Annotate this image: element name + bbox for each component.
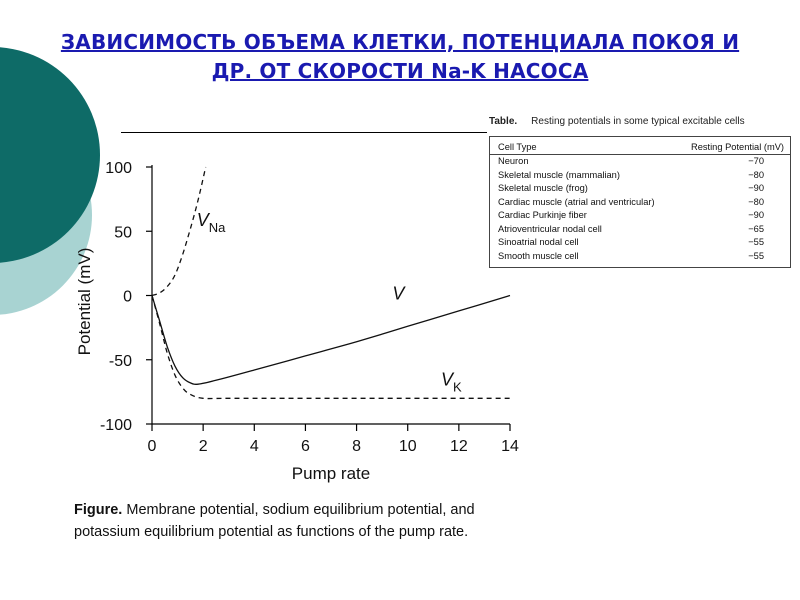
y-tick-label: 100 bbox=[105, 160, 132, 177]
table-row bbox=[490, 209, 790, 223]
y-tick-label: -100 bbox=[99, 417, 132, 434]
page-title-line-2: ДР. ОТ СКОРОСТИ Na-K НАСОСА bbox=[211, 59, 589, 83]
x-tick-label: 10 bbox=[398, 438, 417, 455]
page-title-line-1: ЗАВИСИМОСТЬ ОБЪЕМА КЛЕТКИ, ПОТЕНЦИАЛА ПОКОЯ И bbox=[60, 30, 740, 54]
table-cell-value: −55 bbox=[748, 250, 764, 261]
y-tick-label: -50 bbox=[108, 352, 132, 370]
series-label-vna bbox=[197, 210, 226, 235]
series-label-main: V bbox=[440, 369, 453, 390]
table-row bbox=[490, 182, 790, 196]
table-row bbox=[490, 155, 790, 169]
table-header-resting-potential: Resting Potential (mV) bbox=[672, 137, 790, 155]
table-cell-type: Atrioventricular nodal cell bbox=[498, 223, 602, 234]
x-tick-label: 12 bbox=[449, 438, 468, 455]
table-cell-value: −80 bbox=[748, 169, 764, 180]
series-line-v bbox=[152, 296, 510, 385]
figure-caption-text-1: Membrane potential, sodium equilibrium potential, and bbox=[126, 502, 475, 518]
table-cell-value: −90 bbox=[748, 210, 764, 220]
x-tick-label: 0 bbox=[147, 438, 157, 455]
table-cell-type: Skeletal muscle (mammalian) bbox=[498, 169, 620, 180]
table-row bbox=[490, 169, 790, 183]
x-tick-label: 4 bbox=[249, 438, 259, 455]
x-tick-label: 8 bbox=[352, 438, 362, 455]
series-label-main: V bbox=[392, 283, 405, 304]
series-label-v bbox=[392, 283, 406, 303]
x-axis-label: Pump rate bbox=[291, 464, 371, 483]
table-header-row bbox=[490, 137, 790, 155]
page-title bbox=[0, 28, 800, 86]
table-header-cell-type: Cell Type bbox=[490, 137, 672, 155]
y-tick-label: 50 bbox=[114, 224, 132, 242]
figure-caption bbox=[74, 499, 554, 543]
table-cell-type: Skeletal muscle (frog) bbox=[498, 183, 588, 193]
x-tick-label: 2 bbox=[198, 438, 208, 455]
table-caption: Resting potentials in some typical excitable cells bbox=[531, 116, 745, 127]
table-row bbox=[490, 223, 790, 237]
series-label-vk bbox=[441, 369, 462, 394]
series-label-sub: Na bbox=[208, 220, 226, 236]
table-cell-value: −70 bbox=[748, 156, 764, 166]
y-tick-label: 0 bbox=[123, 288, 132, 306]
table-cell-type: Cardiac Purkinje fiber bbox=[498, 210, 587, 220]
resting-potentials-table bbox=[489, 136, 791, 268]
table-label: Table. bbox=[489, 116, 518, 127]
table-cell-type: Smooth muscle cell bbox=[498, 250, 579, 261]
series-line-vna bbox=[152, 167, 206, 296]
table-cell-type: Neuron bbox=[498, 156, 529, 166]
table-cell-type: Sinoatrial nodal cell bbox=[498, 237, 579, 247]
y-axis-label: Potential (mV) bbox=[75, 247, 94, 356]
table-cell-value: −55 bbox=[748, 237, 764, 247]
series-label-main: V bbox=[196, 210, 209, 231]
table-row bbox=[490, 196, 790, 210]
table-cell-value: −80 bbox=[748, 196, 764, 207]
divider-line bbox=[121, 132, 487, 133]
table-row bbox=[490, 236, 790, 250]
table-cell-value: −90 bbox=[748, 183, 764, 193]
table-title bbox=[489, 116, 745, 127]
potential-chart bbox=[60, 150, 540, 495]
series-label-sub: K bbox=[452, 379, 462, 395]
figure-caption-label: Figure. bbox=[74, 502, 123, 518]
x-tick-label: 6 bbox=[300, 438, 310, 455]
table-cell-value: −65 bbox=[748, 223, 764, 234]
table-row bbox=[490, 250, 790, 264]
table-cell-type: Cardiac muscle (atrial and ventricular) bbox=[498, 196, 655, 207]
figure-caption-text-2: potassium equilibrium potential as functions of the pump rate. bbox=[74, 524, 469, 540]
figure-caption-line-1 bbox=[74, 499, 554, 521]
x-tick-label: 14 bbox=[501, 438, 519, 455]
